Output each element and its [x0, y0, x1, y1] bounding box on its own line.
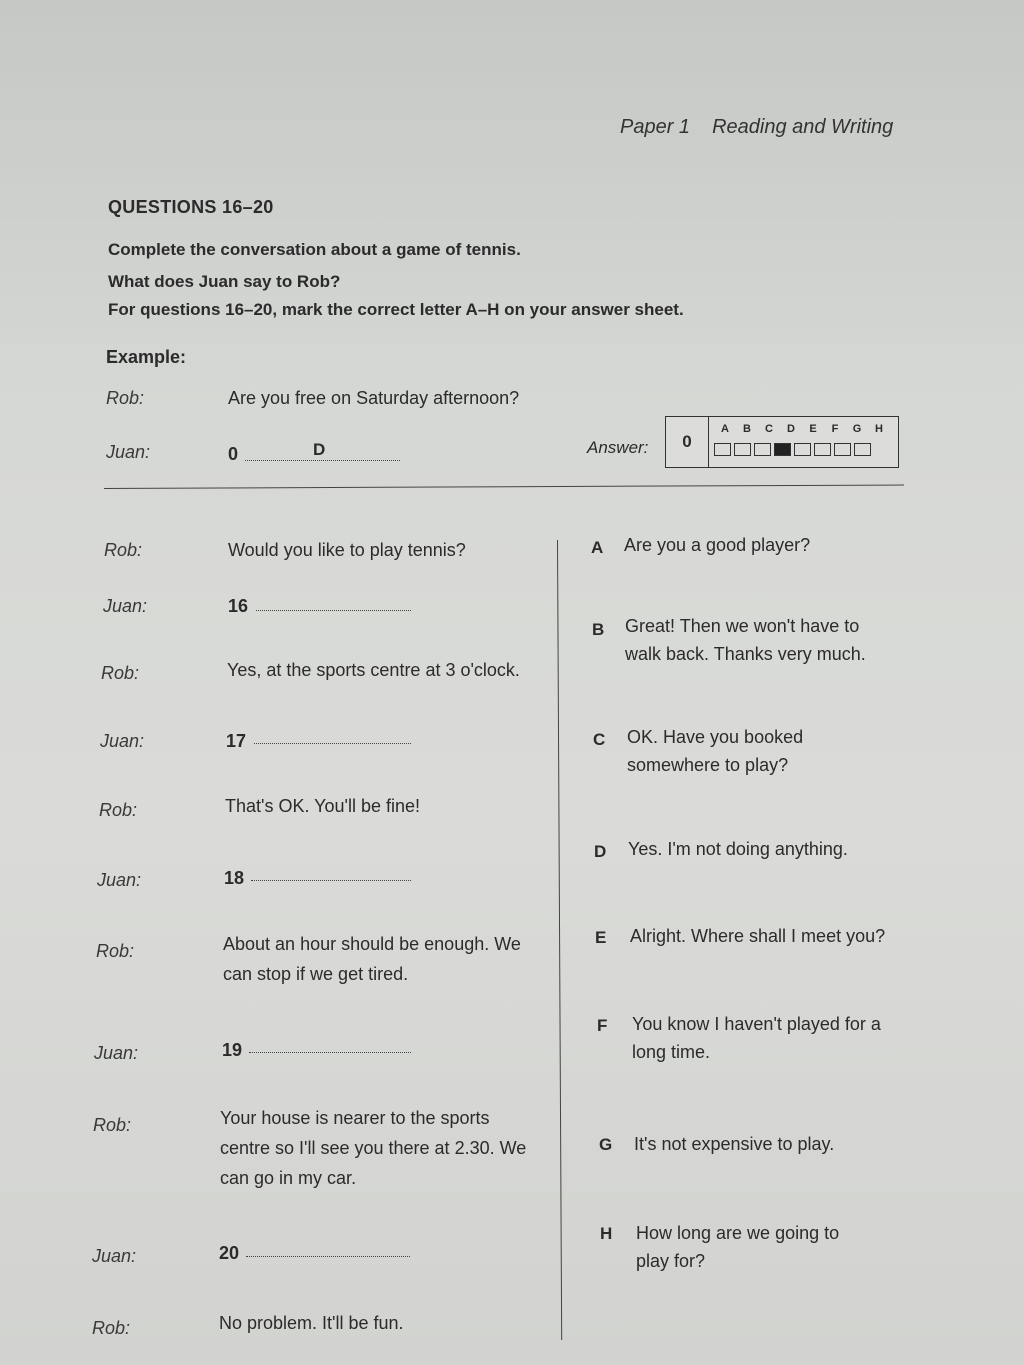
option-letter-c: C	[593, 730, 606, 749]
option-text-h: How long are we going to play for?	[636, 1223, 840, 1271]
option-letter-b: B	[592, 620, 605, 639]
column-divider	[557, 540, 562, 1340]
answer-letter-b: B	[743, 423, 751, 435]
answer-checkbox-h[interactable]	[854, 443, 871, 456]
answer-letters	[714, 423, 890, 435]
answer-letter-d: D	[787, 423, 795, 435]
answer-blank-17[interactable]	[254, 743, 411, 744]
question-number-19: 19	[222, 1040, 243, 1060]
rob-line: That's OK. You'll be fine!	[225, 796, 420, 816]
answer-boxes	[714, 443, 874, 456]
answer-letter-c: C	[765, 423, 773, 435]
answer-blank-20[interactable]	[246, 1256, 410, 1257]
speaker-rob: Rob:	[101, 663, 140, 683]
answer-letter-g: G	[852, 423, 862, 435]
questions-title: QUESTIONS 16–20	[108, 197, 274, 217]
answer-checkbox-b[interactable]	[734, 443, 751, 456]
answer-checkbox-a[interactable]	[714, 443, 731, 456]
example-blank	[245, 460, 400, 461]
option-letter-a: A	[591, 538, 604, 557]
option-text-c: OK. Have you booked somewhere to play?	[627, 727, 804, 775]
answer-checkbox-e[interactable]	[794, 443, 811, 456]
rob-line: No problem. It'll be fun.	[219, 1313, 404, 1333]
option-text-e: Alright. Where shall I meet you?	[630, 926, 886, 946]
speaker-rob: Rob:	[104, 540, 143, 560]
option-letter-h: H	[600, 1224, 613, 1243]
option-letter-g: G	[599, 1135, 613, 1154]
speaker-rob: Rob:	[99, 800, 138, 820]
rob-line: Your house is nearer to the sports centre so I'll see you there at 2.30. We can go in my car.	[220, 1108, 527, 1188]
speaker-juan: Juan:	[103, 596, 148, 616]
answer-checkbox-g[interactable]	[834, 443, 851, 456]
speaker-juan: Juan:	[94, 1043, 139, 1063]
question-number-18: 18	[224, 868, 245, 888]
rob-line: Would you like to play tennis?	[228, 540, 466, 560]
answer-blank-18[interactable]	[251, 880, 411, 881]
option-text-f: You know I haven't played for a long time.	[632, 1014, 881, 1062]
speaker-rob: Rob:	[93, 1115, 132, 1135]
instruction-2: What does Juan say to Rob?	[108, 272, 341, 291]
page-header	[620, 116, 915, 139]
answer-sheet-box	[665, 416, 899, 468]
divider-line	[104, 485, 904, 489]
speaker-rob: Rob:	[92, 1318, 131, 1338]
speaker-juan: Juan:	[92, 1246, 137, 1266]
answer-letter-a: A	[721, 423, 729, 435]
example-number: 0	[228, 444, 239, 464]
example-answer-letter: D	[313, 440, 326, 459]
rob-line: Yes, at the sports centre at 3 o'clock.	[227, 660, 520, 680]
answer-letter-e: E	[809, 423, 817, 435]
option-text-a: Are you a good player?	[624, 535, 811, 555]
option-text-g: It's not expensive to play.	[634, 1134, 835, 1154]
example-label: Example:	[106, 347, 187, 367]
option-text-d: Yes. I'm not doing anything.	[628, 839, 848, 859]
option-letter-d: D	[594, 842, 607, 861]
speaker-juan: Juan:	[97, 870, 142, 890]
rob-line: About an hour should be enough. We can stop if we get tired.	[223, 934, 521, 984]
option-letter-e: E	[595, 928, 607, 947]
answer-letter-f: F	[831, 423, 839, 435]
speaker-juan: Juan:	[100, 731, 145, 751]
instruction-3: For questions 16–20, mark the correct letter A–H on your answer sheet.	[108, 300, 684, 319]
answer-checkbox-c[interactable]	[754, 443, 771, 456]
section-label: Reading and Writing	[712, 116, 894, 138]
question-number-16: 16	[228, 596, 249, 616]
question-number-17: 17	[226, 731, 247, 751]
example-speaker-juan: Juan:	[106, 442, 151, 462]
answer-box-number: 0	[666, 417, 709, 467]
speaker-rob: Rob:	[96, 941, 135, 961]
example-rob-line: Are you free on Saturday afternoon?	[228, 388, 520, 408]
option-letter-f: F	[597, 1016, 608, 1035]
answer-blank-19[interactable]	[249, 1052, 411, 1053]
option-text-b: Great! Then we won't have to walk back. Thanks very much.	[625, 616, 866, 664]
answer-label: Answer:	[587, 438, 649, 457]
answer-blank-16[interactable]	[256, 610, 411, 611]
example-speaker-rob: Rob:	[106, 388, 145, 408]
paper-label: Paper 1	[620, 116, 691, 138]
question-number-20: 20	[219, 1243, 240, 1263]
instruction-1: Complete the conversation about a game of tennis.	[108, 240, 521, 259]
answer-checkbox-d[interactable]	[774, 443, 791, 456]
answer-letter-h: H	[875, 423, 883, 435]
answer-checkbox-f[interactable]	[814, 443, 831, 456]
